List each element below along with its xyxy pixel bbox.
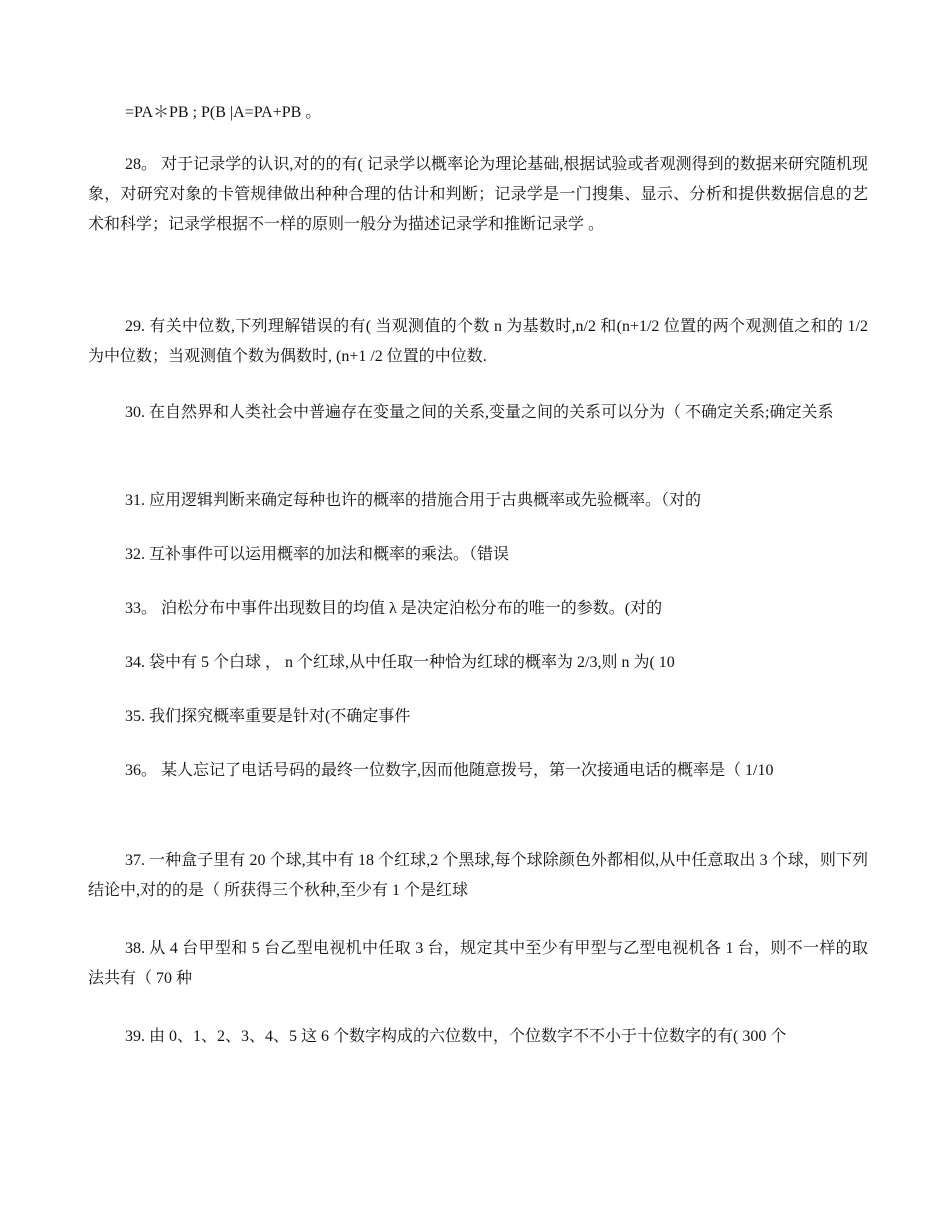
- paragraph-38: 38. 从 4 台甲型和 5 台乙型电视机中任取 3 台，规定其中至少有甲型与乙型电视机各 1 台，则不一样的取法共有（ 70 种: [88, 940, 868, 987]
- paragraph-36: 36。 某人忘记了电话号码的最终一位数字,因而他随意拨号，第一次接通电话的概率是（ 1/10: [125, 762, 774, 779]
- paragraph-28: 28。 对于记录学的认识,对的的有( 记录学以概率论为理论基础,根据试验或者观测得到的数据来研究随机现象，对研究对象的卡管规律做出种种合理的估计和判断；记录学是一门搜集、显示、分析和提供数据信息的艺术和科学；记录学根据不一样的原则一般分为描述记录学和推断记录学 。: [88, 156, 868, 233]
- paragraph-formula-continuation: =PA＊PB ; P(B |A=PA+PB 。: [125, 104, 322, 121]
- paragraph-37: 37. 一种盒子里有 20 个球,其中有 18 个红球,2 个黑球,每个球除颜色外都相似,从中任意取出 3 个球，则下列结论中,对的的是（ 所获得三个秋种,至少有 1 个是红球: [88, 852, 868, 899]
- paragraph-29: 29. 有关中位数,下列理解错误的有( 当观测值的个数 n 为基数时,n/2 和(n+1/2 位置的两个观测值之和的 1/2 为中位数；当观测值个数为偶数时, (n+1 /2 位置的中位数.: [88, 318, 868, 365]
- paragraph-35: 35. 我们探究概率重要是针对(不确定事件: [125, 708, 411, 725]
- paragraph-39: 39. 由 0、1、2、3、4、5 这 6 个数字构成的六位数中，个位数字不不小于十位数字的有( 300 个: [125, 1028, 787, 1045]
- paragraph-30: 30. 在自然界和人类社会中普遍存在变量之间的关系,变量之间的关系可以分为（ 不确定关系;确定关系: [125, 404, 834, 421]
- paragraph-31: 31. 应用逻辑判断来确定每种也许的概率的措施合用于古典概率或先验概率。（对的: [125, 492, 702, 509]
- paragraph-34: 34. 袋中有 5 个白球 ， n 个红球,从中任取一种恰为红球的概率为 2/3,则 n 为( 10: [125, 654, 675, 671]
- paragraph-32: 32. 互补事件可以运用概率的加法和概率的乘法。（错误: [125, 546, 510, 563]
- paragraph-33: 33。 泊松分布中事件出现数目的均值 λ 是决定泊松分布的唯一的参数。(对的: [125, 600, 663, 617]
